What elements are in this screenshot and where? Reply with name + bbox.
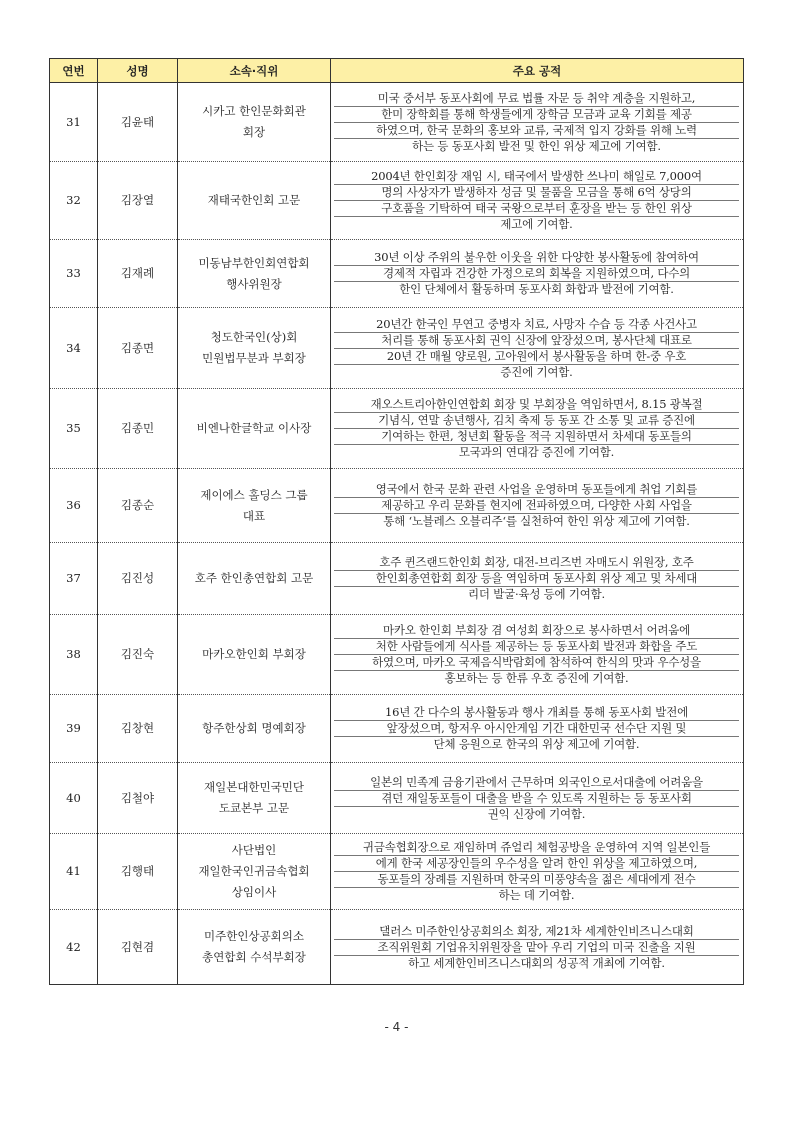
row-merit <box>331 389 744 469</box>
position-line: 상임이사 <box>231 885 277 899</box>
header-merit: 주요 공적 <box>331 59 744 83</box>
row-number: 36 <box>50 469 98 543</box>
row-name: 김행태 <box>98 834 178 910</box>
row-number: 33 <box>50 240 98 308</box>
merit-line: 한인 단체에서 활동하며 동포사회 화합과 발전에 기여함. <box>399 282 674 296</box>
row-merit <box>331 83 744 162</box>
merit-line: 미국 중서부 동포사회에 무료 법률 자문 등 취약 계층을 지원하고, <box>334 91 739 107</box>
table-row <box>50 543 744 615</box>
merit-line: 겪던 재일동포들이 대출을 받을 수 있도록 지원하는 등 동포사회 <box>334 791 739 807</box>
header-position: 소속·직위 <box>178 59 331 83</box>
merit-line: 증진에 기여함. <box>500 364 573 379</box>
row-name: 김윤태 <box>98 83 178 162</box>
table-row <box>50 615 744 695</box>
row-name: 김현겸 <box>98 910 178 985</box>
position-line: 도쿄본부 고문 <box>218 801 290 815</box>
merit-line: 제고에 기여함. <box>500 217 573 231</box>
position-line: 대표 <box>242 508 266 523</box>
row-merit <box>331 763 744 834</box>
row-name: 김진숙 <box>98 615 178 695</box>
merit-line: 단체 응원으로 한국의 위상 제고에 기여함. <box>433 737 640 751</box>
merit-table <box>49 58 744 985</box>
row-position <box>178 763 331 834</box>
merit-line: 처리를 통해 동포사회 권익 신장에 앞장섰으며, 봉사단체 대표로 <box>334 333 739 349</box>
merit-line: 하였으며, 한국 문화의 홍보와 교류, 국제적 입지 강화를 위해 노력 <box>334 123 739 139</box>
position-line: 사단법인 <box>231 843 277 857</box>
row-position <box>178 910 331 985</box>
row-number: 42 <box>50 910 98 985</box>
table-row <box>50 763 744 834</box>
position-line: 미주한인상공회의소 <box>204 929 304 943</box>
merit-line: 통해 ‘노블레스 오블리주‘를 실천하여 한인 위상 제고에 기여함. <box>383 514 690 528</box>
row-merit <box>331 162 744 240</box>
header-no: 연번 <box>50 59 98 83</box>
merit-line: 동포들의 장례를 지원하며 한국의 미풍양속을 젊은 세대에게 전수 <box>334 872 739 888</box>
row-position <box>178 240 331 308</box>
position-line: 제이에스 홀딩스 그룹 <box>200 487 308 502</box>
merit-line: 경제적 자립과 건강한 가정으로의 회복을 지원하였으며, 다수의 <box>334 266 739 282</box>
merit-line: 모국과의 연대감 증진에 기여함. <box>458 445 615 459</box>
row-number: 38 <box>50 615 98 695</box>
merit-line: 처한 사람들에게 식사를 제공하는 등 동포사회 발전과 화합을 주도 <box>334 639 739 655</box>
row-merit <box>331 240 744 308</box>
table-row <box>50 162 744 240</box>
merit-line: 2004년 한인회장 재임 시, 태국에서 발생한 쓰나미 해일로 7,000여 <box>334 169 739 185</box>
row-number: 37 <box>50 543 98 615</box>
row-position <box>178 162 331 240</box>
position-line: 민원법무분과 부회장 <box>202 351 306 365</box>
merit-line: 홍보하는 등 한류 우호 증진에 기여함. <box>444 671 629 685</box>
row-number: 32 <box>50 162 98 240</box>
row-name: 김종민 <box>98 389 178 469</box>
position-line: 재일한국인귀금속협회 <box>198 864 310 878</box>
row-merit <box>331 543 744 615</box>
position-line: 총연합회 수석부회장 <box>202 950 306 964</box>
merit-line: 하였으며, 마카오 국제음식박람회에 참석하여 한식의 맛과 우수성을 <box>334 655 739 671</box>
row-merit <box>331 615 744 695</box>
row-name: 김창현 <box>98 695 178 763</box>
position-line: 청도한국인(상)회 <box>210 330 298 344</box>
position-line: 재일본대한민국민단 <box>204 780 304 794</box>
row-position <box>178 834 331 910</box>
merit-line: 호주 퀸즈랜드한인회 회장, 대전-브리즈번 자매도시 위원장, 호주 <box>334 555 739 571</box>
row-name: 김진성 <box>98 543 178 615</box>
row-number: 39 <box>50 695 98 763</box>
position-line: 호주 한인총연합회 고문 <box>194 571 314 585</box>
row-merit <box>331 695 744 763</box>
row-merit <box>331 910 744 985</box>
merit-line: 조직위원회 기업유치위원장을 맡아 우리 기업의 미국 진출을 지원 <box>334 940 739 956</box>
merit-line: 귀금속협회장으로 재임하며 쥬얼리 체험공방을 운영하여 지역 일본인들 <box>334 840 739 856</box>
row-number: 31 <box>50 83 98 162</box>
row-position <box>178 389 331 469</box>
merit-line: 재오스트리아한인연합회 회장 및 부회장을 역임하면서, 8.15 광복절 <box>334 397 739 413</box>
position-line: 시카고 한인문화회관 <box>202 104 306 118</box>
row-merit <box>331 308 744 389</box>
merit-line: 하는 등 동포사회 발전 및 한인 위상 제고에 기여함. <box>412 138 661 153</box>
row-position <box>178 83 331 162</box>
row-number: 35 <box>50 389 98 469</box>
table-row <box>50 695 744 763</box>
merit-line: 한미 장학회를 통해 학생들에게 장학금 모금과 교육 기회를 제공 <box>334 107 739 123</box>
merit-line: 마카오 한인회 부회장 겸 여성회 회장으로 봉사하면서 어려움에 <box>334 623 739 639</box>
merit-line: 명의 사상자가 발생하자 성금 및 물품을 모금을 통해 6억 상당의 <box>334 185 739 201</box>
merit-line: 20년 간 매월 양로원, 고아원에서 봉사활동을 하며 한-중 우호 <box>334 349 739 365</box>
merit-line: 구호품을 기탁하여 태국 국왕으로부터 훈장을 받는 등 한인 위상 <box>334 201 739 217</box>
merit-line: 20년간 한국인 무연고 중병자 치료, 사망자 수습 등 각종 사건사고 <box>334 317 739 333</box>
table-row <box>50 910 744 985</box>
row-position <box>178 308 331 389</box>
merit-line: 댈러스 미주한인상공회의소 회장, 제21차 세계한인비즈니스대회 <box>334 924 739 940</box>
merit-line: 기념식, 연말 송년행사, 김치 축제 등 동포 간 소통 및 교류 증진에 <box>334 413 739 429</box>
row-name: 김재례 <box>98 240 178 308</box>
row-position <box>178 615 331 695</box>
row-number: 41 <box>50 834 98 910</box>
row-number: 40 <box>50 763 98 834</box>
merit-line: 권익 신장에 기여함. <box>487 806 586 821</box>
row-position <box>178 543 331 615</box>
merit-line: 16년 간 다수의 봉사활동과 행사 개최를 통해 동포사회 발전에 <box>334 705 739 721</box>
row-merit <box>331 834 744 910</box>
merit-line: 리더 발굴·육성 등에 기여함. <box>468 587 605 601</box>
merit-line: 에게 한국 세공장인들의 우수성을 알려 한인 위상을 제고하였으며, <box>334 856 739 872</box>
row-name: 김철야 <box>98 763 178 834</box>
page-number: - 4 - <box>384 1020 409 1034</box>
table-row <box>50 389 744 469</box>
table-row <box>50 469 744 543</box>
row-merit <box>331 469 744 543</box>
header-row <box>50 59 744 83</box>
position-line: 회장 <box>242 125 266 139</box>
position-line: 행사위원장 <box>226 276 282 291</box>
position-line: 항주한상회 명예회장 <box>202 721 306 735</box>
header-name: 성명 <box>98 59 178 83</box>
row-position <box>178 695 331 763</box>
table-row <box>50 240 744 308</box>
row-name: 김장열 <box>98 162 178 240</box>
merit-line: 제공하고 우리 문화를 현지에 전파하였으며, 다양한 사회 사업을 <box>334 498 739 514</box>
position-line: 비엔나한글학교 이사장 <box>196 421 312 435</box>
position-line: 미동남부한인회연합회 <box>198 255 310 270</box>
merit-line: 하고 세계한인비즈니스대회의 성공적 개최에 기여함. <box>408 955 665 970</box>
row-position <box>178 469 331 543</box>
position-line: 재태국한인회 고문 <box>207 193 301 207</box>
merit-line: 기여하는 한편, 청년회 활동을 적극 지원하면서 차세대 동포들의 <box>334 429 739 445</box>
row-number: 34 <box>50 308 98 389</box>
table-row <box>50 308 744 389</box>
table-row <box>50 834 744 910</box>
merit-line: 하는 데 기여함. <box>498 888 575 902</box>
position-line: 마카오한인회 부회장 <box>202 647 306 661</box>
table-row <box>50 83 744 162</box>
row-name: 김종순 <box>98 469 178 543</box>
row-name: 김종면 <box>98 308 178 389</box>
merit-line: 한인회총연합회 회장 등을 역임하며 동포사회 위상 제고 및 차세대 <box>334 571 739 587</box>
merit-line: 영국에서 한국 문화 관련 사업을 운영하며 동포들에게 취업 기회를 <box>334 482 739 498</box>
merit-line: 일본의 민족계 금융기관에서 근무하며 외국인으로서대출에 어려움을 <box>334 775 739 791</box>
merit-line: 30년 이상 주위의 불우한 이웃을 위한 다양한 봉사활동에 참여하여 <box>334 250 739 266</box>
merit-line: 앞장섰으며, 항저우 아시안게임 기간 대한민국 선수단 지원 및 <box>334 721 739 737</box>
